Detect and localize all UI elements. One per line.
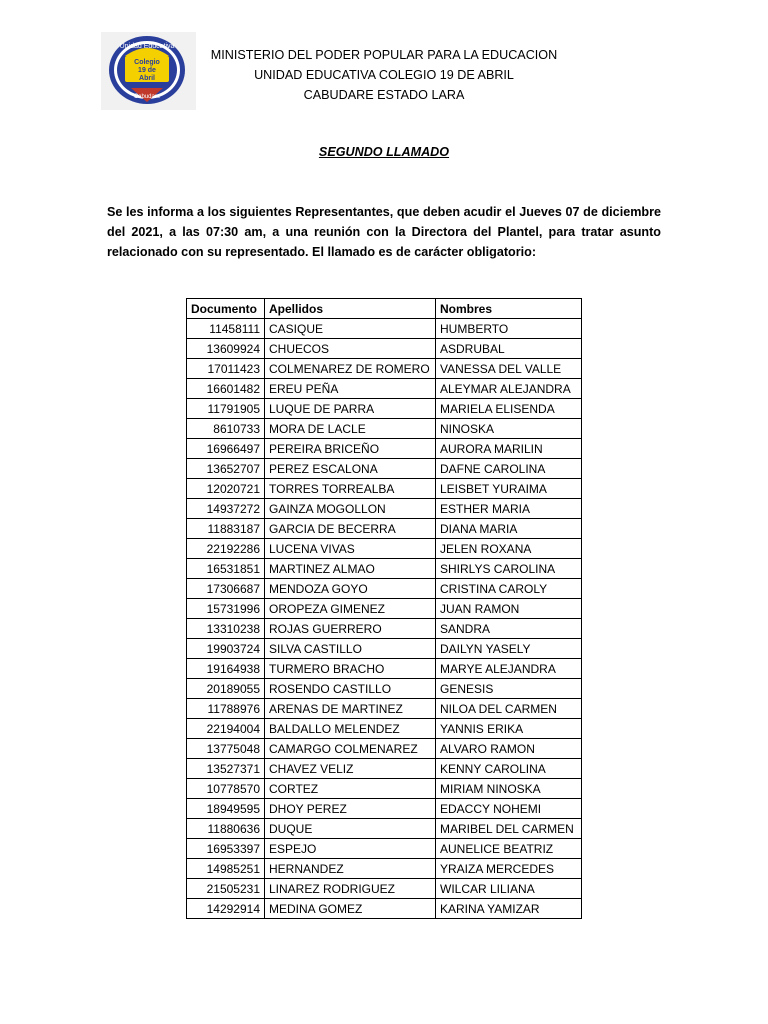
cell-apellidos: ESPEJO: [265, 839, 436, 859]
cell-documento: 11788976: [187, 699, 265, 719]
cell-documento: 18949595: [187, 799, 265, 819]
cell-documento: 11791905: [187, 399, 265, 419]
cell-apellidos: DUQUE: [265, 819, 436, 839]
table-row: [187, 899, 582, 919]
cell-nombres: JELEN ROXANA: [436, 539, 582, 559]
table-row: [187, 319, 582, 339]
cell-apellidos: TORRES TORREALBA: [265, 479, 436, 499]
cell-documento: 21505231: [187, 879, 265, 899]
cell-apellidos: DHOY PEREZ: [265, 799, 436, 819]
cell-documento: 16953397: [187, 839, 265, 859]
table-row: [187, 519, 582, 539]
cell-nombres: SHIRLYS CAROLINA: [436, 559, 582, 579]
cell-apellidos: LUCENA VIVAS: [265, 539, 436, 559]
cell-documento: 20189055: [187, 679, 265, 699]
cell-nombres: ALEYMAR ALEJANDRA: [436, 379, 582, 399]
table-row: [187, 759, 582, 779]
cell-nombres: KENNY CAROLINA: [436, 759, 582, 779]
table-row: [187, 499, 582, 519]
cell-apellidos: CAMARGO COLMENAREZ: [265, 739, 436, 759]
table-row: [187, 799, 582, 819]
cell-apellidos: EREU PEÑA: [265, 379, 436, 399]
table-row: [187, 359, 582, 379]
school-logo: [101, 32, 196, 110]
cell-nombres: AUNELICE BEATRIZ: [436, 839, 582, 859]
table-row: [187, 679, 582, 699]
cell-documento: 14985251: [187, 859, 265, 879]
cell-apellidos: TURMERO BRACHO: [265, 659, 436, 679]
cell-nombres: CRISTINA CAROLY: [436, 579, 582, 599]
cell-documento: 17011423: [187, 359, 265, 379]
cell-documento: 8610733: [187, 419, 265, 439]
cell-apellidos: ROSENDO CASTILLO: [265, 679, 436, 699]
cell-apellidos: ROJAS GUERRERO: [265, 619, 436, 639]
cell-documento: 11883187: [187, 519, 265, 539]
cell-documento: 16601482: [187, 379, 265, 399]
cell-apellidos: COLMENAREZ DE ROMERO: [265, 359, 436, 379]
table-row: [187, 739, 582, 759]
cell-apellidos: MEDINA GOMEZ: [265, 899, 436, 919]
cell-apellidos: LINAREZ RODRIGUEZ: [265, 879, 436, 899]
column-header-documento: Documento: [187, 299, 265, 319]
table-row: [187, 339, 582, 359]
cell-apellidos: ARENAS DE MARTINEZ: [265, 699, 436, 719]
table-row: [187, 559, 582, 579]
table-row: [187, 699, 582, 719]
logo-bottom-text: Cabudare: [133, 94, 161, 100]
cell-documento: 11880636: [187, 819, 265, 839]
cell-documento: 16966497: [187, 439, 265, 459]
cell-nombres: MARYE ALEJANDRA: [436, 659, 582, 679]
cell-nombres: NINOSKA: [436, 419, 582, 439]
cell-documento: 17306687: [187, 579, 265, 599]
cell-documento: 14292914: [187, 899, 265, 919]
cell-apellidos: MENDOZA GOYO: [265, 579, 436, 599]
cell-documento: 15731996: [187, 599, 265, 619]
cell-documento: 22192286: [187, 539, 265, 559]
column-header-nombres: Nombres: [436, 299, 582, 319]
table-row: [187, 639, 582, 659]
table-row: [187, 879, 582, 899]
cell-nombres: ESTHER MARIA: [436, 499, 582, 519]
cell-apellidos: GARCIA DE BECERRA: [265, 519, 436, 539]
representatives-table: [186, 298, 582, 919]
cell-apellidos: CORTEZ: [265, 779, 436, 799]
document-header: [200, 45, 568, 105]
cell-nombres: WILCAR LILIANA: [436, 879, 582, 899]
logo-name-line1: Colegio: [134, 59, 160, 66]
table-body: [187, 319, 582, 919]
cell-apellidos: GAINZA MOGOLLON: [265, 499, 436, 519]
cell-documento: 13652707: [187, 459, 265, 479]
table-row: [187, 419, 582, 439]
table-row: [187, 599, 582, 619]
table-row: [187, 479, 582, 499]
cell-documento: 13775048: [187, 739, 265, 759]
cell-apellidos: PEREZ ESCALONA: [265, 459, 436, 479]
cell-nombres: EDACCY NOHEMI: [436, 799, 582, 819]
cell-apellidos: PEREIRA BRICEÑO: [265, 439, 436, 459]
cell-nombres: MIRIAM NINOSKA: [436, 779, 582, 799]
table-row: [187, 439, 582, 459]
column-header-apellidos: Apellidos: [265, 299, 436, 319]
cell-nombres: NILOA DEL CARMEN: [436, 699, 582, 719]
cell-apellidos: MORA DE LACLE: [265, 419, 436, 439]
header-school: UNIDAD EDUCATIVA COLEGIO 19 DE ABRIL: [254, 68, 514, 82]
cell-documento: 10778570: [187, 779, 265, 799]
cell-apellidos: HERNANDEZ: [265, 859, 436, 879]
cell-nombres: LEISBET YURAIMA: [436, 479, 582, 499]
cell-documento: 16531851: [187, 559, 265, 579]
table-row: [187, 539, 582, 559]
title-text: SEGUNDO LLAMADO: [318, 145, 450, 159]
header-location: CABUDARE ESTADO LARA: [303, 88, 465, 102]
cell-nombres: ALVARO RAMON: [436, 739, 582, 759]
logo-name-line3: Abril: [139, 75, 155, 82]
cell-documento: 13609924: [187, 339, 265, 359]
cell-nombres: VANESSA DEL VALLE: [436, 359, 582, 379]
table-row: [187, 379, 582, 399]
cell-nombres: YANNIS ERIKA: [436, 719, 582, 739]
school-crest-icon: [101, 32, 196, 110]
cell-nombres: ASDRUBAL: [436, 339, 582, 359]
logo-name-line2: 19 de: [138, 67, 156, 74]
cell-nombres: MARIBEL DEL CARMEN: [436, 819, 582, 839]
cell-nombres: DAFNE CAROLINA: [436, 459, 582, 479]
cell-nombres: AURORA MARILIN: [436, 439, 582, 459]
cell-apellidos: MARTINEZ ALMAO: [265, 559, 436, 579]
cell-nombres: DAILYN YASELY: [436, 639, 582, 659]
cell-documento: 13310238: [187, 619, 265, 639]
cell-apellidos: OROPEZA GIMENEZ: [265, 599, 436, 619]
table-row: [187, 459, 582, 479]
table-row: [187, 839, 582, 859]
cell-nombres: JUAN RAMON: [436, 599, 582, 619]
cell-apellidos: CHAVEZ VELIZ: [265, 759, 436, 779]
table-header-row: [187, 299, 582, 319]
table-row: [187, 819, 582, 839]
table-row: [187, 619, 582, 639]
table-row: [187, 579, 582, 599]
cell-documento: 13527371: [187, 759, 265, 779]
cell-nombres: MARIELA ELISENDA: [436, 399, 582, 419]
table-row: [187, 659, 582, 679]
document-title: [0, 145, 768, 159]
intro-paragraph: Se les informa a los siguientes Representantes, que deben acudir el Jueves 07 de diciembre del 2021, a las 07:30 am, a una reunión con la Directora del Plantel, para tratar asunto relacionado con su representado. El llamado es de carácter obligatorio:: [107, 205, 661, 259]
table-row: [187, 779, 582, 799]
cell-apellidos: LUQUE DE PARRA: [265, 399, 436, 419]
cell-documento: 14937272: [187, 499, 265, 519]
logo-top-text: Unidad Educativa: [119, 43, 175, 50]
table-row: [187, 719, 582, 739]
header-ministry: MINISTERIO DEL PODER POPULAR PARA LA EDUCACION: [210, 48, 558, 62]
cell-apellidos: SILVA CASTILLO: [265, 639, 436, 659]
cell-apellidos: CASIQUE: [265, 319, 436, 339]
cell-nombres: GENESIS: [436, 679, 582, 699]
cell-nombres: SANDRA: [436, 619, 582, 639]
cell-nombres: KARINA YAMIZAR: [436, 899, 582, 919]
cell-apellidos: BALDALLO MELENDEZ: [265, 719, 436, 739]
cell-nombres: YRAIZA MERCEDES: [436, 859, 582, 879]
cell-documento: 19164938: [187, 659, 265, 679]
cell-documento: 11458111: [187, 319, 265, 339]
cell-nombres: HUMBERTO: [436, 319, 582, 339]
cell-documento: 12020721: [187, 479, 265, 499]
cell-apellidos: CHUECOS: [265, 339, 436, 359]
cell-nombres: DIANA MARIA: [436, 519, 582, 539]
cell-documento: 19903724: [187, 639, 265, 659]
table-row: [187, 399, 582, 419]
cell-documento: 22194004: [187, 719, 265, 739]
table-row: [187, 859, 582, 879]
